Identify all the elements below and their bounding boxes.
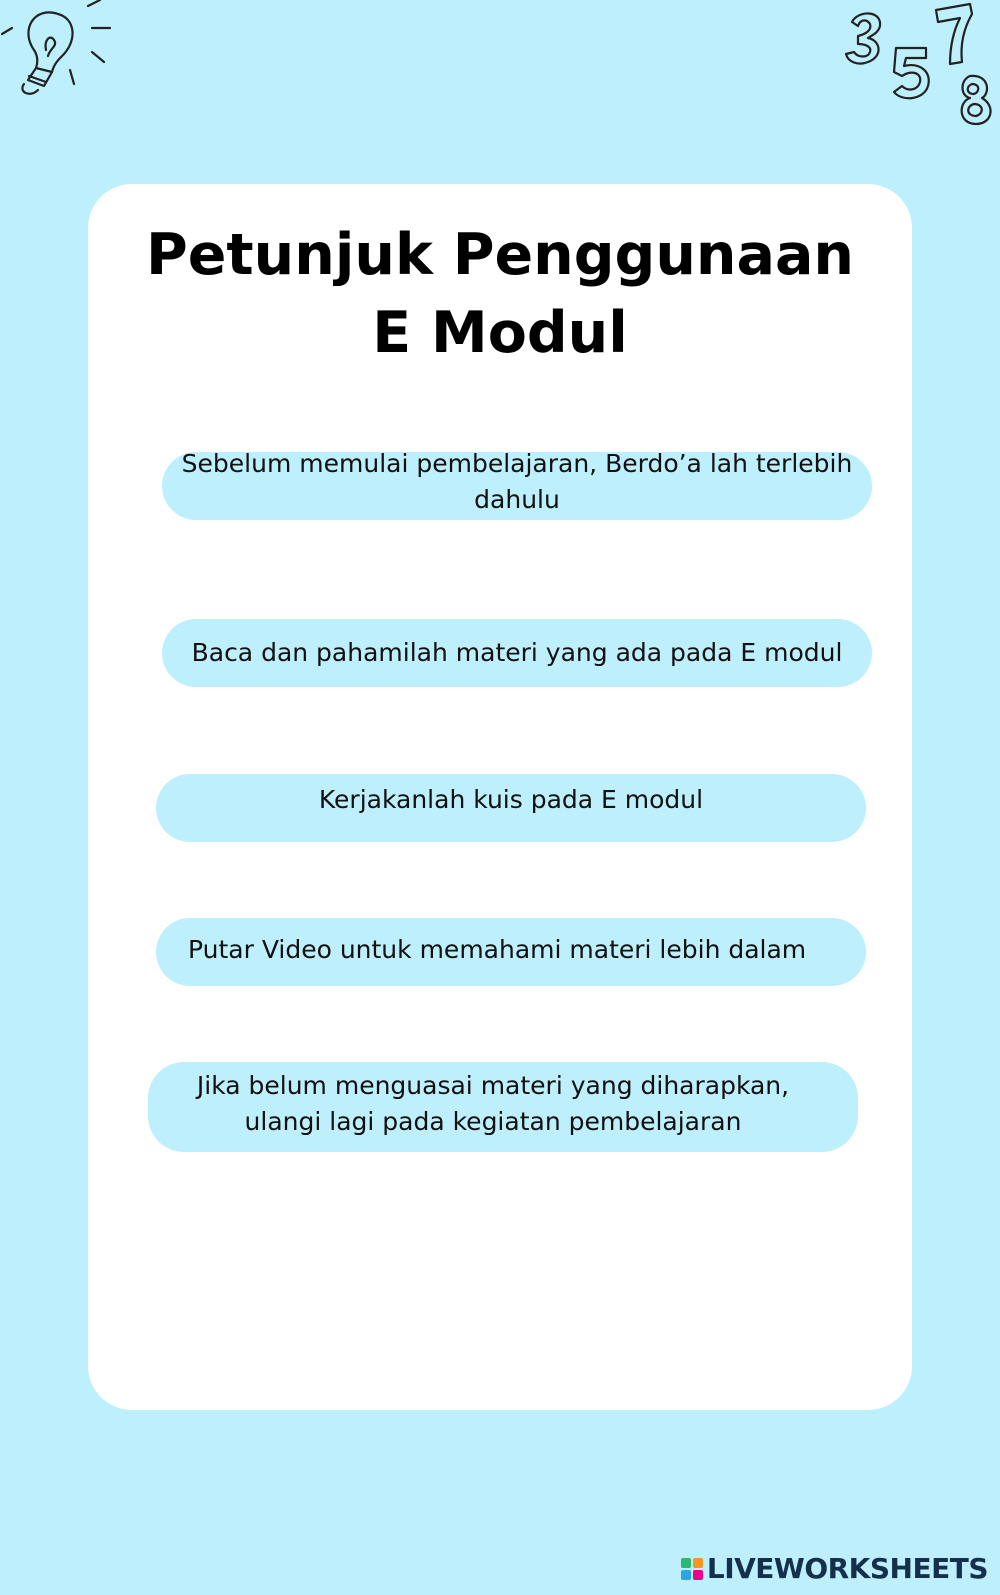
title-line-2: E Modul [372, 300, 628, 366]
step-item-2 [162, 619, 872, 687]
step-text-2: Baca dan pahamilah materi yang ada pada E modul [191, 638, 843, 667]
liveworksheets-logo-icon [681, 1558, 703, 1580]
step-text-4: Putar Video untuk memahami materi lebih dalam [188, 935, 807, 964]
step-text-5: Jika belum menguasai materi yang diharapkan, ulangi lagi pada kegiatan pembelajaran [196, 1071, 790, 1136]
page-title [88, 216, 912, 372]
instructions-card [88, 184, 912, 1410]
brand-text: LIVEWORKSHEETS [706, 1552, 988, 1585]
liveworksheets-brand [681, 1552, 988, 1585]
step-text-1: Sebelum memulai pembelajaran, Berdo’a lah terlebih dahulu [181, 449, 853, 514]
step-item-5 [148, 1062, 858, 1152]
step-item-3 [156, 774, 866, 842]
step-item-4 [156, 918, 866, 986]
numbers-doodle-icon [840, 0, 1000, 135]
step-item-1 [162, 449, 872, 520]
lightbulb-icon [0, 0, 120, 100]
title-line-1: Petunjuk Penggunaan [146, 222, 854, 288]
step-text-3: Kerjakanlah kuis pada E modul [318, 785, 704, 814]
